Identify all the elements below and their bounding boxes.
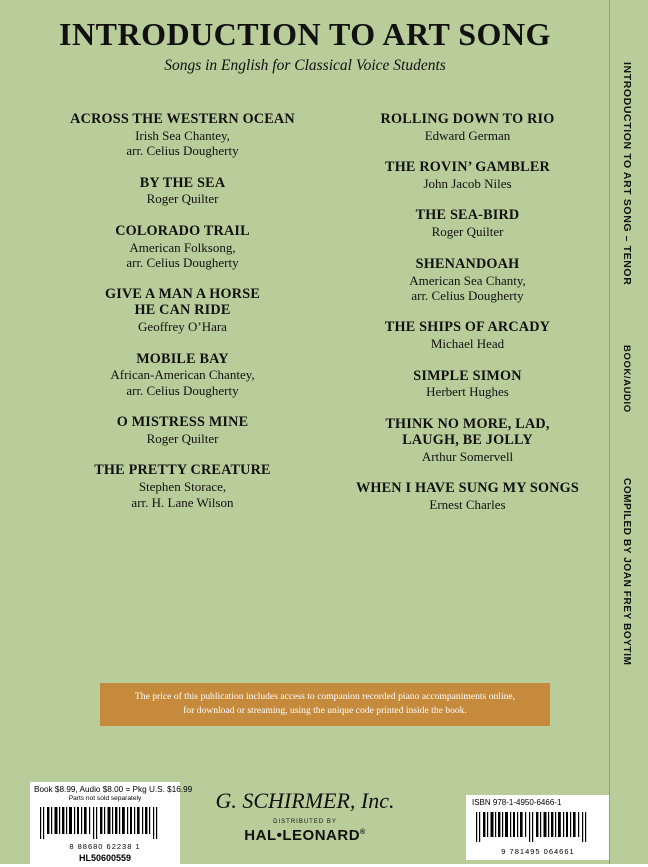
song-credit: Irish Sea Chantey, xyxy=(135,127,230,143)
song-entry xyxy=(40,415,325,446)
page-subtitle: Songs in English for Classical Voice Students xyxy=(164,57,446,74)
song-credit: Michael Head xyxy=(430,336,505,352)
isbn-digits: 9 781495 064661 xyxy=(501,847,575,856)
item-number: HL50600559 xyxy=(78,853,132,863)
song-title: HE CAN RIDE xyxy=(134,302,231,319)
isbn-barcode-icon xyxy=(472,810,604,846)
price-barcode-block xyxy=(30,782,193,867)
promo-line-1: The price of this publication includes access to companion recorded piano accompaniments online, xyxy=(134,691,516,702)
song-entry xyxy=(325,320,610,351)
isbn-text: ISBN 978-1-4950-6466-1 xyxy=(472,798,562,807)
song-title: BY THE SEA xyxy=(139,174,226,191)
song-entry xyxy=(40,224,325,271)
song-entry xyxy=(40,112,325,159)
song-entry xyxy=(325,112,610,143)
song-credit: arr. Celius Dougherty xyxy=(126,143,239,159)
price-note: Parts not sold separately xyxy=(68,795,142,802)
song-title: WHEN I HAVE SUNG MY SONGS xyxy=(356,479,579,496)
song-title: MOBILE BAY xyxy=(136,350,229,367)
song-entry xyxy=(40,463,325,510)
spine-format: BOOK/AUDIO xyxy=(621,345,632,413)
song-credit: Ernest Charles xyxy=(429,496,506,512)
song-entry xyxy=(40,287,325,334)
page-title: INTRODUCTION TO ART SONG xyxy=(59,16,551,52)
publisher-name: G. SCHIRMER, Inc. xyxy=(215,788,395,813)
song-entry xyxy=(325,160,610,191)
song-entry xyxy=(325,417,610,464)
song-credit: arr. H. Lane Wilson xyxy=(131,494,234,510)
song-entry xyxy=(325,257,610,304)
song-entry xyxy=(325,481,610,512)
hal-leonard-wordmark: HAL•LEONARD xyxy=(244,827,361,844)
distributed-by-label: DISTRIBUTED BY xyxy=(273,819,337,825)
song-title: ACROSS THE WESTERN OCEAN xyxy=(70,111,295,127)
song-credit: Roger Quilter xyxy=(431,224,504,240)
song-title: LAUGH, BE JOLLY xyxy=(402,431,533,448)
price-line: Book $8.99, Audio $8.00 = Pkg U.S. $16.99 xyxy=(34,785,193,794)
song-list xyxy=(40,112,610,529)
song-credit: Herbert Hughes xyxy=(426,384,509,400)
song-credit: Arthur Somervell xyxy=(421,448,514,464)
song-column-right xyxy=(325,112,610,529)
song-credit: John Jacob Niles xyxy=(423,176,512,192)
song-credit: Geoffrey O’Hara xyxy=(138,319,227,335)
promo-banner xyxy=(100,683,550,726)
song-credit: Roger Quilter xyxy=(146,430,219,446)
song-credit: Roger Quilter xyxy=(146,191,219,207)
song-title: SIMPLE SIMON xyxy=(413,367,522,384)
song-title: O MISTRESS MINE xyxy=(116,414,249,431)
song-credit: arr. Celius Dougherty xyxy=(126,382,239,398)
song-title: THE ROVIN’ GAMBLER xyxy=(385,159,550,176)
spine-compiled-by: COMPILED BY JOAN FREY BOYTIM xyxy=(621,478,632,666)
spine-title: INTRODUCTION TO ART SONG – TENOR xyxy=(621,62,633,286)
upc-barcode-icon xyxy=(36,805,174,841)
song-title: SHENANDOAH xyxy=(415,255,520,272)
song-credit: Stephen Storace, xyxy=(138,479,227,495)
song-title: THE SHIPS OF ARCADY xyxy=(384,319,551,336)
song-title: ROLLING DOWN TO RIO xyxy=(380,111,555,127)
song-credit: arr. Celius Dougherty xyxy=(411,287,524,303)
song-credit: American Sea Chanty, xyxy=(409,272,526,288)
song-credit: arr. Celius Dougherty xyxy=(126,255,239,271)
promo-line-2: for download or streaming, using the unique code printed inside the book. xyxy=(183,704,467,716)
song-title: THINK NO MORE, LAD, xyxy=(385,415,550,432)
song-entry xyxy=(40,176,325,207)
song-entry xyxy=(40,352,325,399)
song-title: THE PRETTY CREATURE xyxy=(94,462,271,479)
upc-digits: 8 88680 62238 1 xyxy=(69,842,141,851)
song-credit: Edward German xyxy=(424,127,511,143)
registered-trademark-icon: ® xyxy=(360,829,366,836)
song-credit: African-American Chantey, xyxy=(110,367,255,383)
song-credit: American Folksong, xyxy=(129,239,236,255)
song-title: COLORADO TRAIL xyxy=(115,222,250,239)
song-title: THE SEA-BIRD xyxy=(415,207,520,224)
song-entry xyxy=(325,208,610,239)
isbn-barcode-block xyxy=(466,795,610,860)
song-column-left xyxy=(40,112,325,529)
spine-strip xyxy=(609,0,648,864)
song-title: GIVE A MAN A HORSE xyxy=(105,286,260,303)
song-entry xyxy=(325,369,610,400)
